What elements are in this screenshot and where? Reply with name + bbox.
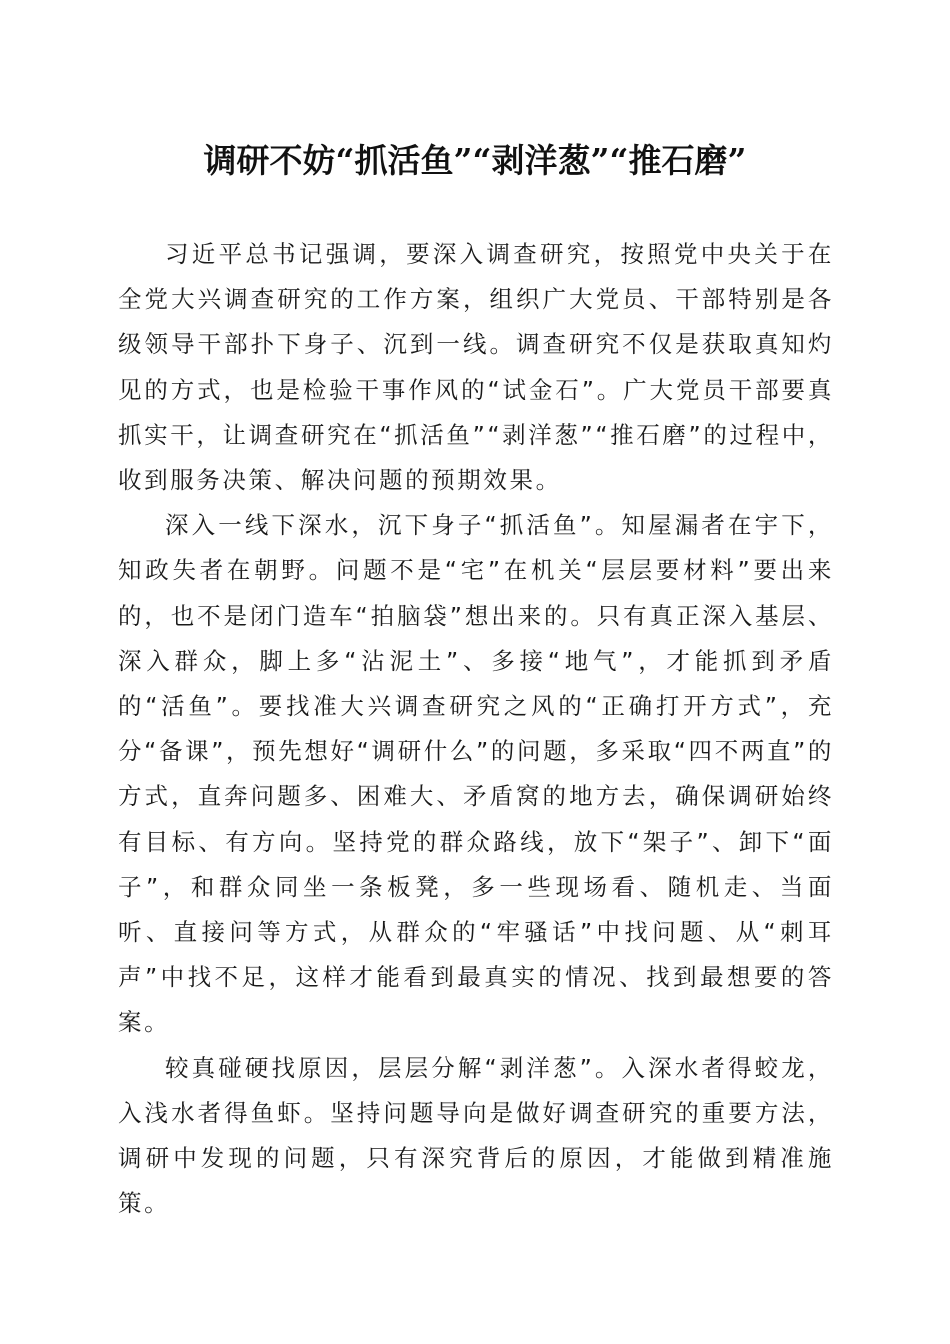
paragraph-catch-live-fish: 深入一线下深水，沉下身子“抓活鱼”。知屋漏者在宇下，知政失者在朝野。问题不是“宅”在机关“层层要材料”要出来的，也不是闭门造车“拍脑袋”想出来的。只有真正深入基层、深入群众，脚上多“沾泥土”、多接“地气”，才能抓到矛盾的“活鱼”。要找准大兴调查研究之风的“正确打开方式”，充分“备课”，预先想好“调研什么”的问题，多采取“四不两直”的方式，直奔问题多、困难大、矛盾窝的地方去，确保调研始终有目标、有方向。坚持党的群众路线，放下“架子”、卸下“面子”，和群众同坐一条板凳，多一些现场看、随机走、当面听、直接问等方式，从群众的“牢骚话”中找问题、从“刺耳声”中找不足，这样才能看到最真实的情况、找到最想要的答案。	[118, 511, 834, 1037]
document-body	[118, 232, 834, 1226]
paragraph-intro: 习近平总书记强调，要深入调查研究，按照党中央关于在全党大兴调查研究的工作方案，组织广大党员、干部特别是各级领导干部扑下身子、沉到一线。调查研究不仅是获取真知灼见的方式，也是检验干事作风的“试金石”。广大党员干部要真抓实干，让调查研究在“抓活鱼”“剥洋葱”“推石磨”的过程中，收到服务决策、解决问题的预期效果。	[118, 240, 834, 495]
paragraph-peel-onion: 较真碰硬找原因，层层分解“剥洋葱”。入深水者得蛟龙，入浅水者得鱼虾。坚持问题导向是做好调查研究的重要方法，调研中发现的问题，只有深究背后的原因，才能做到精准施策。	[118, 1053, 834, 1218]
document-title: 调研不妨“抓活鱼”“剥洋葱”“推石磨”	[203, 141, 747, 180]
